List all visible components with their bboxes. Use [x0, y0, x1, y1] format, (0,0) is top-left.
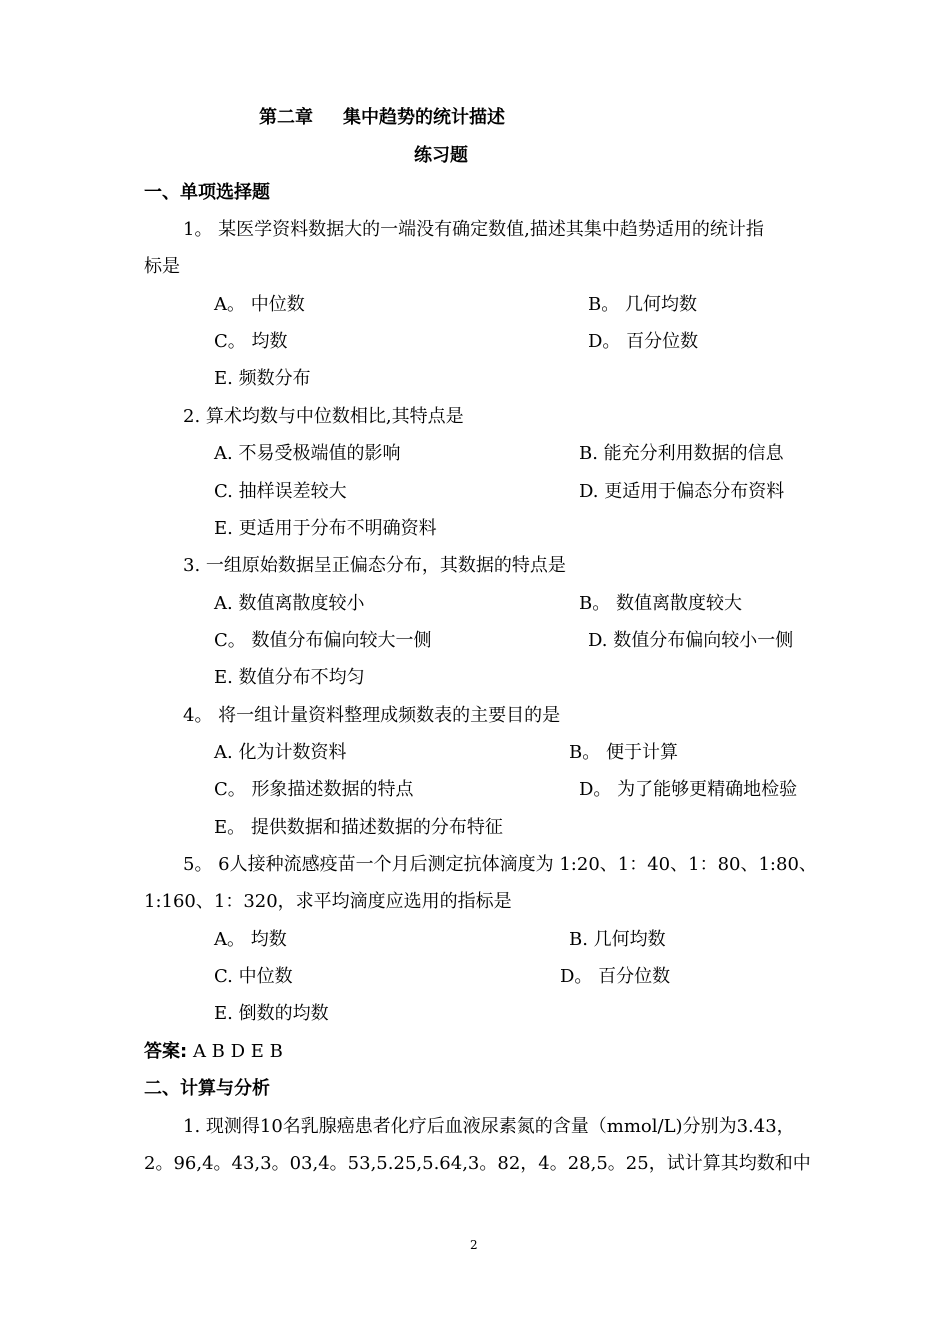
chapter-title: 集中趋势的统计描述 — [343, 107, 505, 128]
q4-option-e: E。 提供数据和描述数据的分布特征 — [214, 817, 503, 838]
question-5-stem-cont: 1:160、1：320，求平均滴度应选用的指标是 — [144, 891, 512, 912]
q2-option-c: C. 抽样误差较大 — [214, 481, 347, 502]
page-subtitle: 练习题 — [414, 145, 468, 166]
q4-option-b: B。 便于计算 — [569, 742, 678, 763]
q1-option-b: B。 几何均数 — [588, 294, 697, 315]
question-1-stem: 1。 某医学资料数据大的一端没有确定数值,描述其集中趋势适用的统计指 — [183, 219, 764, 240]
q2-option-e: E. 更适用于分布不明确资料 — [214, 518, 437, 539]
q3-option-c: C。 数值分布偏向较大一侧 — [214, 630, 432, 651]
calc-question-1-cont: 2。96,4。43,3。03,4。53,5.25,5.64,3。82，4。28,5。25，试计算其均数和中 — [144, 1153, 811, 1174]
page-number: 2 — [470, 1238, 478, 1252]
q3-option-e: E. 数值分布不均匀 — [214, 667, 365, 688]
answer-line — [144, 1040, 283, 1064]
q4-option-d: D。 为了能够更精确地检验 — [579, 779, 798, 800]
q5-option-c: C. 中位数 — [214, 966, 293, 987]
q2-option-d: D. 更适用于偏态分布资料 — [579, 481, 785, 502]
q1-option-a: A。 中位数 — [214, 294, 305, 315]
question-5-stem: 5。 6人接种流感疫苗一个月后测定抗体滴度为 1:20、1：40、1：80、1:80、 — [183, 854, 817, 875]
q3-option-b: B。 数值离散度较大 — [579, 593, 742, 614]
chapter-number: 第二章 — [259, 107, 313, 128]
q5-option-e: E. 倒数的均数 — [214, 1003, 329, 1024]
q1-option-e: E. 频数分布 — [214, 368, 311, 389]
question-2-stem: 2. 算术均数与中位数相比,其特点是 — [183, 406, 464, 427]
q4-option-a: A. 化为计数资料 — [214, 742, 347, 763]
q5-option-b: B. 几何均数 — [569, 929, 666, 950]
answer-value: A B D E B — [192, 1041, 283, 1062]
question-1-stem-cont: 标是 — [144, 256, 180, 277]
q2-option-a: A. 不易受极端值的影响 — [214, 443, 401, 464]
q1-option-d: D。 百分位数 — [588, 331, 699, 352]
q2-option-b: B. 能充分利用数据的信息 — [579, 443, 784, 464]
section1-heading: 一、单项选择题 — [144, 182, 270, 203]
q4-option-c: C。 形象描述数据的特点 — [214, 779, 414, 800]
q5-option-a: A。 均数 — [214, 929, 287, 950]
q3-option-a: A. 数值离散度较小 — [214, 593, 365, 614]
chapter-heading — [259, 106, 505, 130]
q3-option-d: D. 数值分布偏向较小一侧 — [588, 630, 794, 651]
question-3-stem: 3. 一组原始数据呈正偏态分布，其数据的特点是 — [183, 555, 566, 576]
q1-option-c: C。 均数 — [214, 331, 288, 352]
calc-question-1: 1. 现测得10名乳腺癌患者化疗后血液尿素氮的含量（mmol/L)分别为3.43， — [183, 1116, 795, 1137]
q5-option-d: D。 百分位数 — [560, 966, 671, 987]
question-4-stem: 4。 将一组计量资料整理成频数表的主要目的是 — [183, 705, 561, 726]
answer-label: 答案: — [144, 1041, 188, 1062]
section2-heading: 二、计算与分析 — [144, 1078, 270, 1099]
